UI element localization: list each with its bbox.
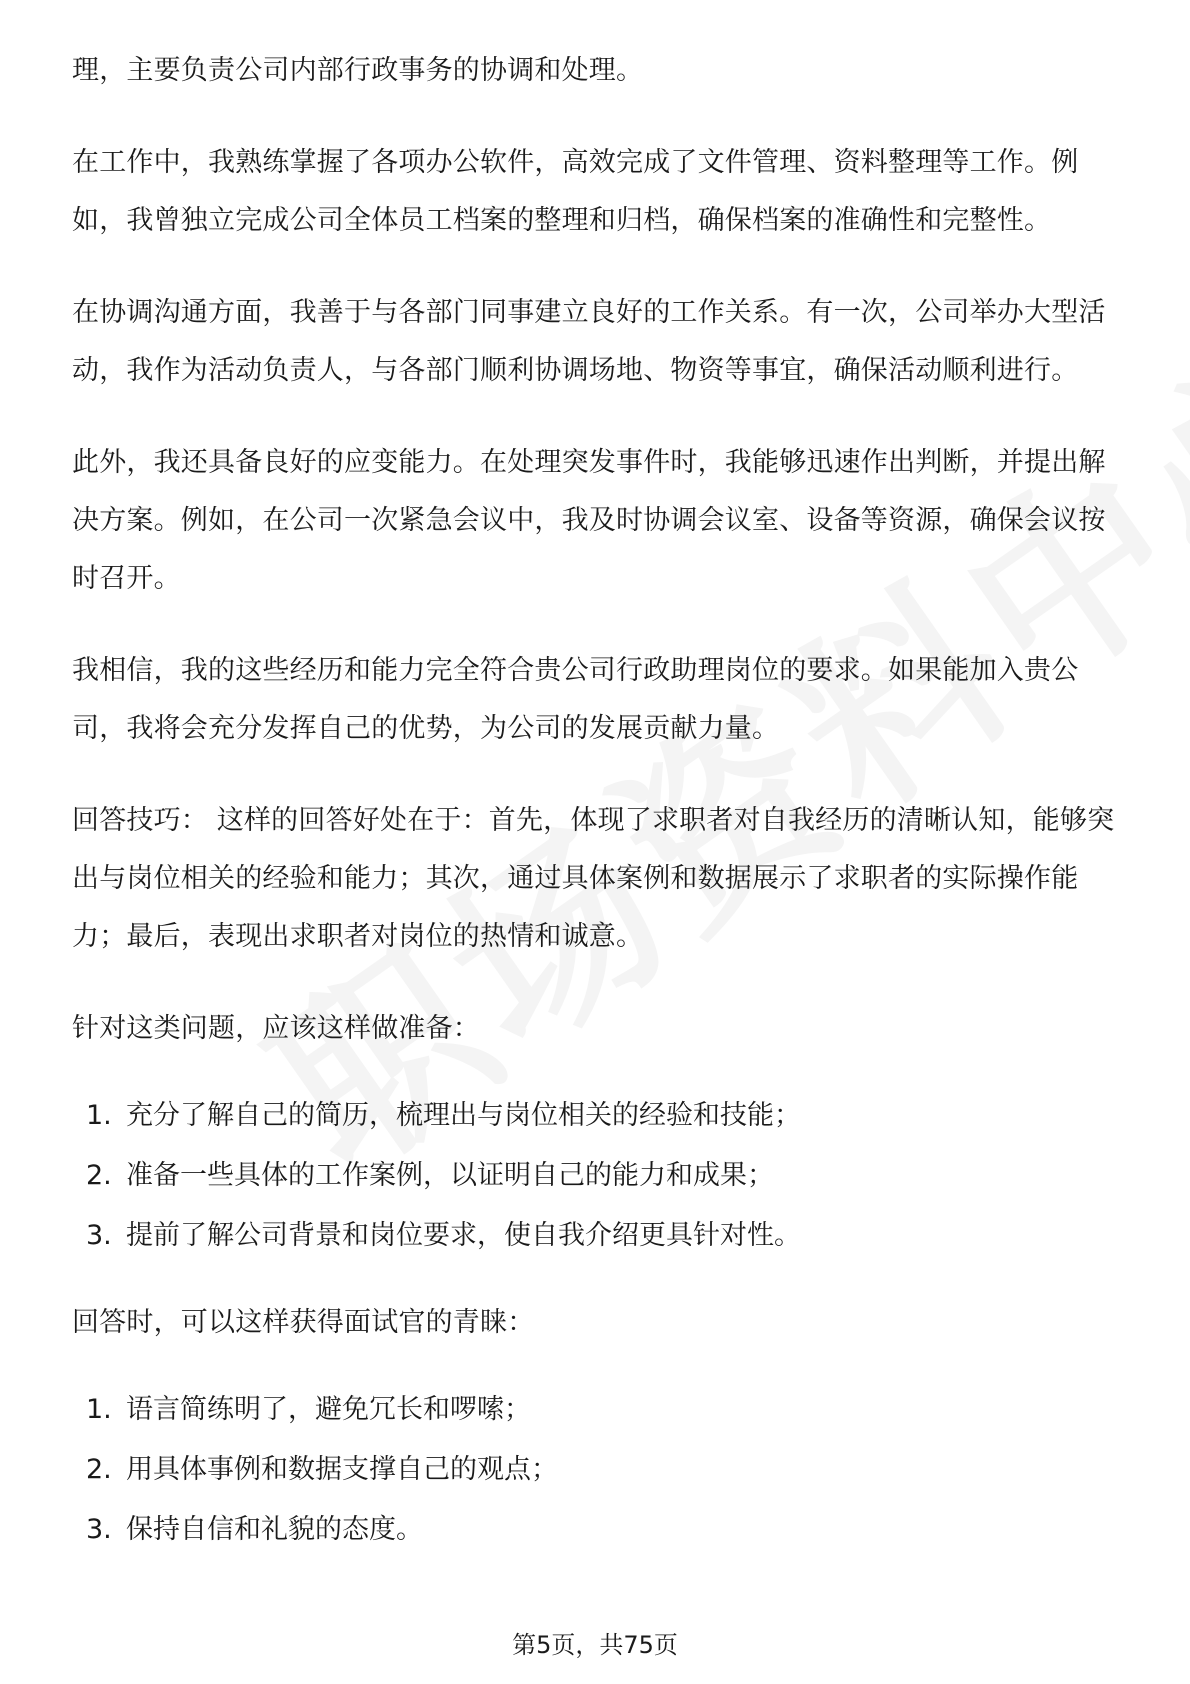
list-number: 2. xyxy=(86,1160,112,1191)
list-number: 1. xyxy=(86,1100,112,1131)
page-number-footer: 第5页，共75页 xyxy=(512,1631,678,1659)
list-item xyxy=(72,1380,1122,1440)
paragraph-adaptability: 此外，我还具备良好的应变能力。在处理突发事件时，我能够迅速作出判断，并提出解决方案。例如，在公司一次紧急会议中，我及时协调会议室、设备等资源，确保会议按时召开。 xyxy=(72,447,1106,594)
list-text: 准备一些具体的工作案例，以证明自己的能力和成果； xyxy=(126,1160,774,1191)
list-item xyxy=(72,1440,1122,1500)
list-text: 保持自信和礼貌的态度。 xyxy=(126,1514,423,1545)
paragraph-conclusion: 我相信，我的这些经历和能力完全符合贵公司行政助理岗位的要求。如果能加入贵公司，我将会充分发挥自己的优势，为公司的发展贡献力量。 xyxy=(72,655,1079,744)
list-item xyxy=(72,1500,1122,1560)
list-text: 语言简练明了，避免冗长和啰嗦； xyxy=(126,1394,531,1425)
page-content xyxy=(72,42,1122,1588)
paragraph-coordination: 在协调沟通方面，我善于与各部门同事建立良好的工作关系。有一次，公司举办大型活动，我作为活动负责人，与各部门顺利协调场地、物资等事宜，确保活动顺利进行。 xyxy=(72,297,1106,386)
tips-heading: 回答时，可以这样获得面试官的青睐： xyxy=(72,1307,535,1338)
list-text: 充分了解自己的简历，梳理出与岗位相关的经验和技能； xyxy=(126,1100,801,1131)
tips-list xyxy=(72,1380,1122,1560)
list-text: 提前了解公司背景和岗位要求，使自我介绍更具针对性。 xyxy=(126,1220,801,1251)
paragraph-continuation: 理，主要负责公司内部行政事务的协调和处理。 xyxy=(72,55,644,86)
list-text: 用具体事例和数据支撑自己的观点； xyxy=(126,1454,558,1485)
list-item xyxy=(72,1206,1122,1266)
list-number: 1. xyxy=(86,1394,112,1425)
list-item xyxy=(72,1086,1122,1146)
paragraph-answer-tips: 回答技巧： 这样的回答好处在于：首先，体现了求职者对自我经历的清晰认知，能够突出与岗位相关的经验和能力；其次，通过具体案例和数据展示了求职者的实际操作能力；最后，表现出求职者对岗位的热情和诚意。 xyxy=(72,805,1115,952)
list-number: 3. xyxy=(86,1514,112,1545)
paragraph-work-skills: 在工作中，我熟练掌握了各项办公软件，高效完成了文件管理、资料整理等工作。例如，我曾独立完成公司全体员工档案的整理和归档，确保档案的准确性和完整性。 xyxy=(72,147,1079,236)
prep-heading: 针对这类问题，应该这样做准备： xyxy=(72,1013,480,1044)
list-item xyxy=(72,1146,1122,1206)
list-number: 2. xyxy=(86,1454,112,1485)
list-number: 3. xyxy=(86,1220,112,1251)
prep-list xyxy=(72,1086,1122,1266)
